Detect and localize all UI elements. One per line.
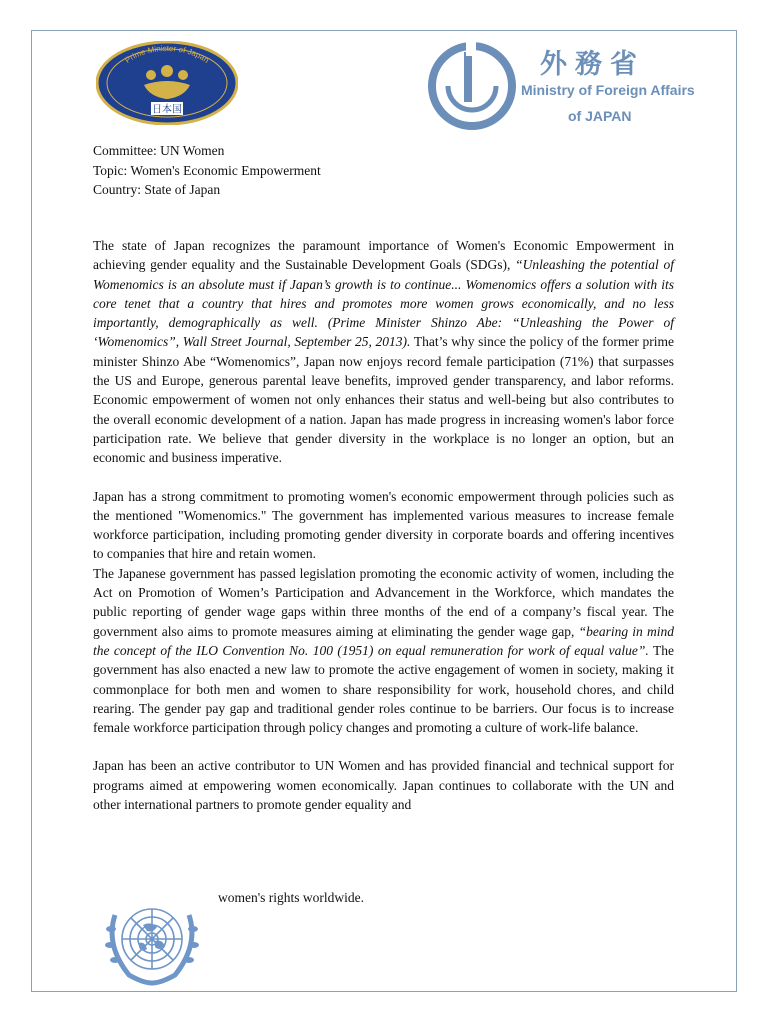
paragraph-1	[93, 236, 674, 468]
prime-minister-seal-logo	[96, 41, 238, 125]
seal-text-top: Prime Minister of Japan	[123, 43, 211, 65]
topic-line: Topic: Women's Economic Empowerment	[93, 162, 321, 178]
paragraph-4-end: women's rights worldwide.	[218, 890, 365, 905]
mofa-name-line2: of JAPAN	[568, 108, 632, 124]
committee-line: Committee: UN Women	[93, 143, 225, 158]
paragraph-1-rest: That’s why since the policy of the former prime minister Shinzo Abe “Womenomics”, Japan now enjoys record female participation (71%) that surpasses the US and Europe, generous parental leave benefits, improved gender transparency, and labor reforms. Economic empowerment of women not only enhances their status and well-being but also contributes to the overall economic development of a nation. Japan has made progress in increasing women's labor force participation rate. We believe that gender diversity in the workplace is no longer an option, but an economic and business imperative.	[93, 334, 674, 466]
mofa-kanji-title: 外務省	[540, 49, 645, 80]
paragraph-4: Japan has been an active contributor to UN Women and has provided financial and technical support for programs aimed at empowering women economically. Japan continues to collaborate with the UN and other international partners to promote gender equality and	[93, 758, 674, 813]
position-paper-body	[93, 236, 674, 814]
paragraph-1-intro: The state of Japan recognizes the paramount importance of Women's Economic Empowerment in achieving gender equality and the Sustainable Development Goals (SDGs),	[93, 238, 674, 273]
country-line: Country: State of Japan	[93, 182, 221, 197]
paragraph-3-intro: The Japanese government has passed legislation promoting the economic activity of women, including the Act on Promotion of Women’s Participation and Advancement in the Workforce, which mandates the public reporting of gender wage gaps within three months of the end of a company’s fiscal year. The government also aims to promote measures aiming at eliminating the gender wage gap,	[93, 565, 674, 639]
mofa-name-line1: Ministry of Foreign Affairs	[521, 82, 695, 98]
document-header	[93, 141, 321, 200]
paragraph-2: Japan has a strong commitment to promoting women's economic empowerment through policies such as the mentioned "Womenomics." The government has implemented various measures to increase female workforce participation, including promoting gender diversity in corporate boards and offering incentives to companies that hire and retain women.	[93, 488, 674, 562]
abe-quote: “Unleashing the potential of Womenomics is an absolute must if Japan’s growth is to continue... Womenomics offers a solution with its core tenet that a country that hires and promotes more women grows economically, and no less importantly, demographically as well. (Prime Minister Shinzo Abe: “Unleashing the Power of ‘Womenomics”, Wall Street Journal, September 25, 2013).	[93, 257, 675, 350]
mofa-logo	[428, 40, 698, 130]
ilo-quote: “bearing in mind the concept of the ILO Convention No. 100 (1951) on equal remuneration for work of equal value”.	[93, 623, 674, 658]
un-emblem-logo	[95, 895, 209, 989]
seal-text-bottom: 日本国	[152, 104, 182, 116]
mofa-emblem-icon	[428, 40, 520, 130]
paragraph-3-rest: The government has also enacted a new law to promote the active engagement of women in society, making it commonplace for both men and women to share responsibility for work, household chores, and child rearing. The gender pay gap and traditional gender roles continue to be barriers. Our focus is to increase female workforce participation through policy changes and promoting a culture of work-life balance.	[93, 642, 674, 736]
paragraph-3	[93, 564, 674, 738]
